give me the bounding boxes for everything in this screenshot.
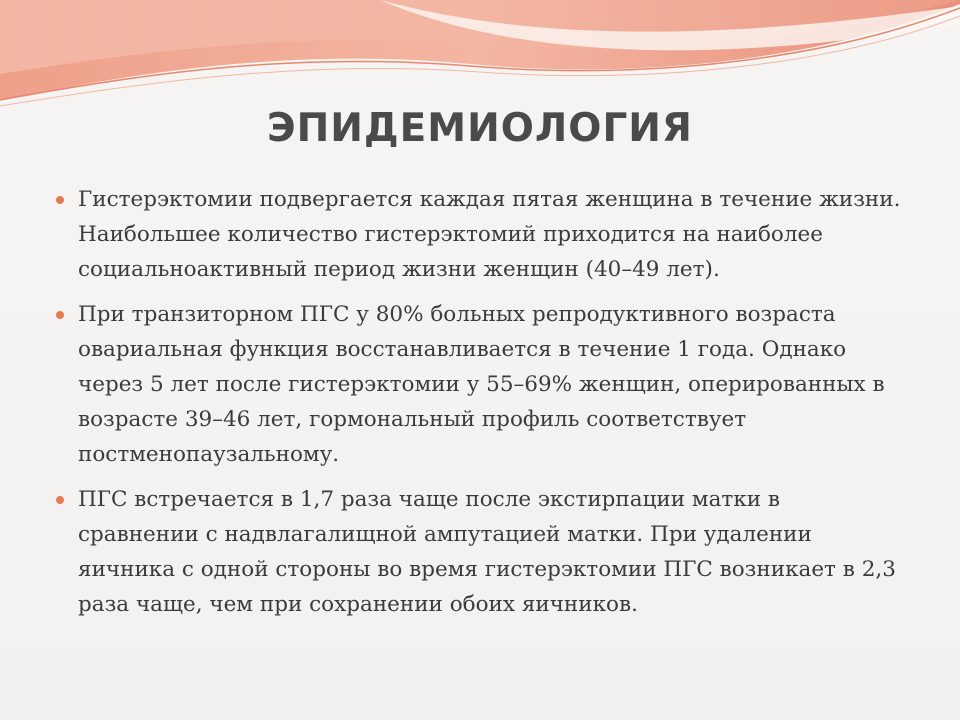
- bullet-list: [56, 182, 906, 632]
- decorative-wave-header: [0, 0, 960, 120]
- bullet-text: При транзиторном ПГС у 80% больных репродуктивного возраста овариальная функция восстанавливается в течение 1 года. Однако через 5 лет после гистерэктомии у 55–69% женщин, оперированных в возрасте 39–46 лет, гормональный профиль соответствует постменопаузальному.: [78, 302, 885, 467]
- bullet-dot-icon: [56, 196, 64, 204]
- bullet-text: Гистерэктомии подвергается каждая пятая женщина в течение жизни. Наибольшее количество гистерэктомий приходится на наиболее социальноактивный период жизни женщин (40–49 лет).: [78, 187, 901, 282]
- slide-title: ЭПИДЕМИОЛОГИЯ: [267, 106, 693, 151]
- bullet-item: [56, 297, 906, 472]
- bullet-dot-icon: [56, 311, 64, 319]
- bullet-text: ПГС встречается в 1,7 раза чаще после экстирпации матки в сравнении с надвлагалищной ампутацией матки. При удалении яичника с одной стороны во время гистерэктомии ПГС возникает в 2,3 раза чаще, чем при сохранении обоих яичников.: [78, 487, 896, 617]
- bullet-dot-icon: [56, 496, 64, 504]
- bullet-item: [56, 182, 906, 287]
- bullet-item: [56, 482, 906, 622]
